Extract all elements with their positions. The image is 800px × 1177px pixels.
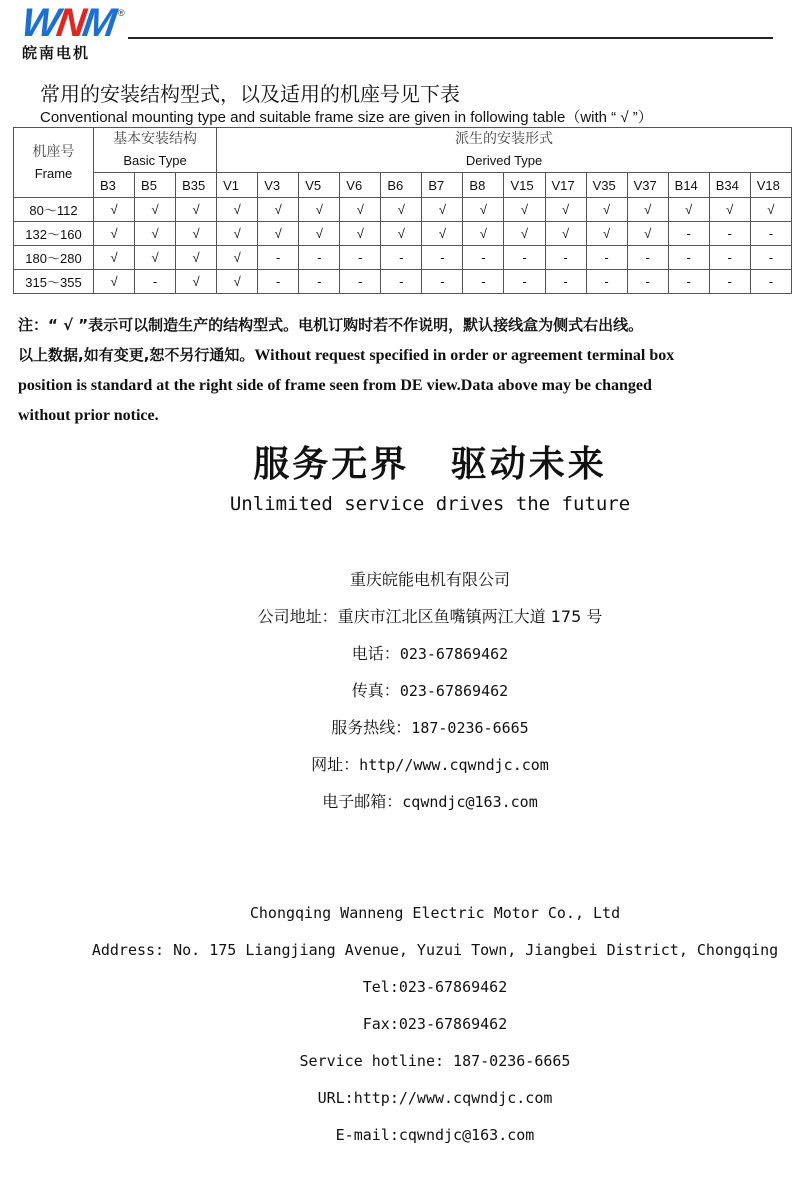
hotline-en: Service hotline: 187-0236-6665 <box>299 1052 571 1070</box>
note-line-3: position is standard at the right side of frame seen from DE view.Data above may be changed <box>18 377 652 394</box>
column-header: V18 <box>750 173 791 198</box>
column-header: V6 <box>340 173 381 198</box>
check-mark-cell: √ <box>627 222 668 246</box>
check-mark-cell: √ <box>299 198 340 222</box>
hotline-value: 187-0236-6665 <box>411 719 529 737</box>
check-mark-cell: √ <box>586 198 627 222</box>
dash-cell: - <box>340 270 381 294</box>
frame-cell: 132～160 <box>14 222 94 246</box>
column-header: B14 <box>668 173 709 198</box>
dash-cell: - <box>463 270 504 294</box>
table-body <box>14 198 792 294</box>
check-mark-cell: √ <box>422 222 463 246</box>
column-header: B35 <box>176 173 217 198</box>
check-mark-cell: √ <box>545 198 586 222</box>
dash-cell: - <box>545 246 586 270</box>
contact-info-en <box>0 899 800 1158</box>
frame-header-cn: 机座号 <box>32 143 75 160</box>
check-mark-cell: √ <box>340 198 381 222</box>
frame-cell: 180～280 <box>14 246 94 270</box>
check-mark-cell: √ <box>94 222 135 246</box>
section-title-cn: 常用的安装结构型式，以及适用的机座号见下表 <box>40 82 460 106</box>
url-cn <box>0 750 800 787</box>
slogan-cn-part1: 服务无界 <box>253 443 410 485</box>
dash-cell: - <box>299 270 340 294</box>
check-mark-cell: √ <box>381 222 422 246</box>
check-mark-cell: √ <box>176 270 217 294</box>
check-mark-cell: √ <box>463 198 504 222</box>
basic-type-group-header <box>94 128 217 173</box>
check-mark-cell: √ <box>627 198 668 222</box>
table-row <box>14 246 792 270</box>
fax-cn <box>0 676 800 713</box>
hotline-label: 服务热线： <box>331 718 412 737</box>
email-cn <box>0 787 800 824</box>
check-mark-cell: √ <box>463 222 504 246</box>
check-mark-cell: √ <box>217 270 258 294</box>
tel-label: 电话： <box>351 644 400 663</box>
check-mark-cell: √ <box>176 198 217 222</box>
frame-header <box>14 128 94 198</box>
dash-cell: - <box>586 246 627 270</box>
column-header: V15 <box>504 173 545 198</box>
url-label: 网址： <box>311 755 360 774</box>
dash-cell: - <box>750 270 791 294</box>
check-mark-cell: √ <box>504 198 545 222</box>
hotline-cn <box>0 713 800 750</box>
dash-cell: - <box>627 270 668 294</box>
check-mark-cell: √ <box>217 198 258 222</box>
dash-cell: - <box>504 270 545 294</box>
url-en[interactable]: URL:http://www.cqwndjc.com <box>317 1089 553 1107</box>
column-header: B6 <box>381 173 422 198</box>
dash-cell: - <box>709 270 750 294</box>
mounting-type-table <box>13 127 792 294</box>
derived-type-cn: 派生的安装形式 <box>455 131 554 147</box>
check-mark-cell: √ <box>422 198 463 222</box>
note-line-2-en: Without request specified in order or agreement terminal box <box>254 347 675 364</box>
frame-cell: 80～112 <box>14 198 94 222</box>
dash-cell: - <box>545 270 586 294</box>
dash-cell: - <box>381 270 422 294</box>
column-header: B8 <box>463 173 504 198</box>
check-mark-cell: √ <box>94 246 135 270</box>
table-row <box>14 222 792 246</box>
logo-letter-n: N <box>53 1 86 45</box>
logo-chinese-name: 皖南电机 <box>22 44 91 62</box>
check-mark-cell: √ <box>299 222 340 246</box>
dash-cell: - <box>586 270 627 294</box>
column-header: V1 <box>217 173 258 198</box>
tel-value: 023-67869462 <box>399 645 509 663</box>
check-mark-cell: √ <box>504 222 545 246</box>
company-name-cn: 重庆皖能电机有限公司 <box>349 570 510 589</box>
dash-cell: - <box>750 222 791 246</box>
derived-type-group-header <box>217 128 792 173</box>
dash-cell: - <box>668 246 709 270</box>
company-logo <box>18 1 132 63</box>
email-en[interactable]: E-mail:cqwndjc@163.com <box>335 1126 535 1144</box>
dash-cell: - <box>299 246 340 270</box>
dash-cell: - <box>258 270 299 294</box>
dash-cell: - <box>258 246 299 270</box>
check-mark-cell: √ <box>135 222 176 246</box>
dash-cell: - <box>668 222 709 246</box>
address-label: 公司地址： <box>257 607 338 626</box>
dash-cell: - <box>668 270 709 294</box>
column-header: V37 <box>627 173 668 198</box>
dash-cell: - <box>463 246 504 270</box>
basic-type-cn: 基本安装结构 <box>113 131 198 147</box>
dash-cell: - <box>504 246 545 270</box>
check-mark-cell: √ <box>340 222 381 246</box>
url-link[interactable]: http//www.cqwndjc.com <box>359 756 549 774</box>
column-header: B5 <box>135 173 176 198</box>
column-header: V5 <box>299 173 340 198</box>
slogan-cn <box>0 436 800 487</box>
column-header-row <box>14 173 792 198</box>
check-mark-cell: √ <box>135 246 176 270</box>
check-mark-cell: √ <box>217 222 258 246</box>
check-mark-cell: √ <box>750 198 791 222</box>
check-mark-cell: √ <box>258 198 299 222</box>
check-mark-cell: √ <box>176 246 217 270</box>
column-header: V3 <box>258 173 299 198</box>
dash-cell: - <box>422 246 463 270</box>
slogan-cn-part2: 驱动未来 <box>450 443 607 485</box>
check-mark-cell: √ <box>381 198 422 222</box>
header-divider <box>128 37 773 39</box>
dash-cell: - <box>381 246 422 270</box>
check-mark-cell: √ <box>94 270 135 294</box>
fax-label: 传真： <box>351 681 400 700</box>
dash-cell: - <box>340 246 381 270</box>
frame-cell: 315～355 <box>14 270 94 294</box>
address-en: Address: No. 175 Liangjiang Avenue, Yuzui Town, Jiangbei District, Chongqing <box>91 941 779 959</box>
dash-cell: - <box>709 222 750 246</box>
table-row <box>14 270 792 294</box>
email-link[interactable]: cqwndjc@163.com <box>402 793 538 811</box>
dash-cell: - <box>422 270 463 294</box>
company-name-en: Chongqing Wanneng Electric Motor Co., Ltd <box>249 904 621 922</box>
note-line-2 <box>18 340 793 371</box>
check-mark-cell: √ <box>586 222 627 246</box>
check-mark-cell: √ <box>217 246 258 270</box>
note-paragraph <box>18 310 793 431</box>
email-label: 电子邮箱： <box>322 792 403 811</box>
basic-type-en: Basic Type <box>123 153 187 168</box>
table-row <box>14 198 792 222</box>
dash-cell: - <box>627 246 668 270</box>
check-mark-cell: √ <box>176 222 217 246</box>
column-header: B34 <box>709 173 750 198</box>
tel-cn <box>0 639 800 676</box>
column-header: B3 <box>94 173 135 198</box>
column-header: V17 <box>545 173 586 198</box>
column-header: V35 <box>586 173 627 198</box>
slogan-en: Unlimited service drives the future <box>229 493 631 515</box>
address-cn <box>0 602 800 639</box>
derived-type-en: Derived Type <box>465 153 543 168</box>
column-header: B7 <box>422 173 463 198</box>
tel-en: Tel:023-67869462 <box>362 978 508 996</box>
check-mark-cell: √ <box>545 222 586 246</box>
address-value: 重庆市江北区鱼嘴镇两江大道 175 号 <box>337 607 603 626</box>
note-line-2-cn: 以上数据,如有变更,恕不另行通知。 <box>18 346 255 364</box>
dash-cell: - <box>750 246 791 270</box>
check-mark-cell: √ <box>94 198 135 222</box>
fax-en: Fax:023-67869462 <box>362 1015 508 1033</box>
logo-letter-m: M <box>79 1 117 45</box>
frame-header-en: Frame <box>34 165 73 181</box>
check-mark-cell: √ <box>135 198 176 222</box>
note-line-cn: 注：“ √ ”表示可以制造生产的结构型式。电机订购时若不作说明，默认接线盒为侧式右出线。 <box>18 316 644 334</box>
check-mark-cell: √ <box>258 222 299 246</box>
check-mark-cell: √ <box>709 198 750 222</box>
contact-info-cn <box>0 565 800 824</box>
section-title-en: Conventional mounting type and suitable frame size are given in following table（with “ √ ”） <box>40 109 653 126</box>
dash-cell: - <box>709 246 750 270</box>
dash-cell: - <box>135 270 176 294</box>
logo-letter-w: W <box>18 1 60 45</box>
logo-wordmark <box>18 1 132 45</box>
note-line-4: without prior notice. <box>18 407 159 424</box>
fax-value: 023-67869462 <box>399 682 509 700</box>
registered-trademark-icon: ® <box>118 8 125 18</box>
check-mark-cell: √ <box>668 198 709 222</box>
